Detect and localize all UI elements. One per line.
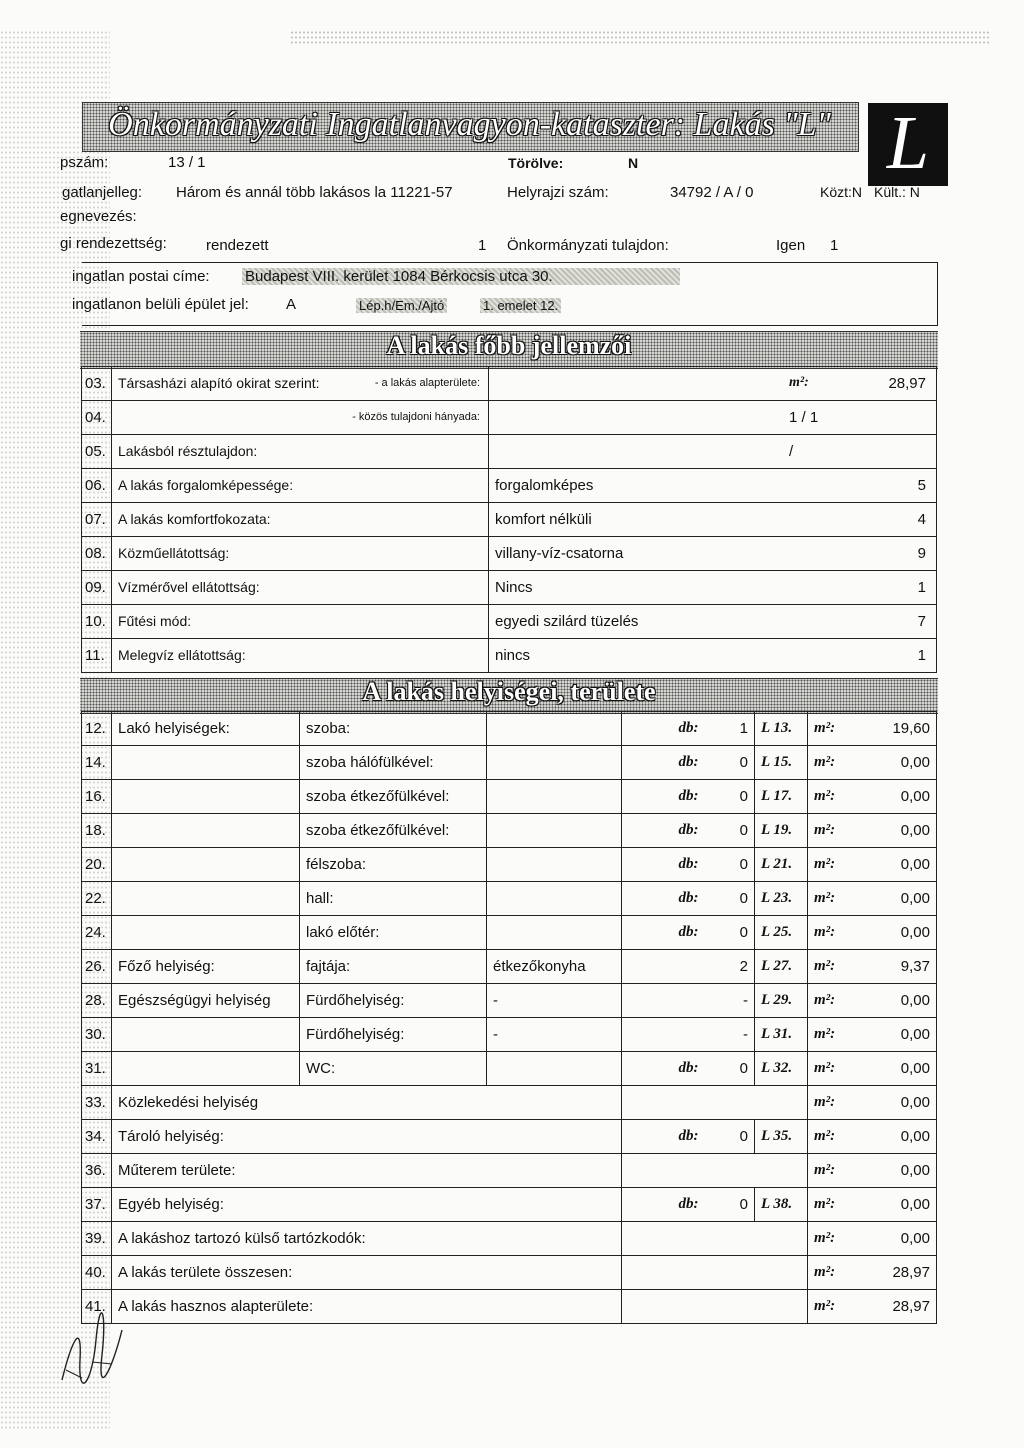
- row-value-text: 28,97: [888, 375, 926, 392]
- row-label-text: Melegvíz ellátottság:: [118, 647, 246, 663]
- row-code: 9: [917, 545, 926, 562]
- torolve-value: N: [628, 155, 639, 171]
- room-type: -: [487, 1018, 622, 1052]
- summary-empty: [622, 1256, 808, 1290]
- area-value: 0,00: [851, 1154, 937, 1188]
- room-name: WC:: [300, 1052, 487, 1086]
- row-number: 22.: [82, 882, 112, 916]
- kozt-value: Közt:N: [820, 184, 863, 200]
- m2-label: m²:: [808, 916, 851, 950]
- row-number: 20.: [82, 848, 112, 882]
- rendezettseg-code: 1: [478, 237, 487, 254]
- area-value: 9,37: [851, 950, 937, 984]
- helyrajzi-value: 34792 / A / 0: [670, 184, 754, 201]
- epulet-value: A: [286, 296, 297, 313]
- room-type-empty: [487, 814, 622, 848]
- m2-label: m²:: [808, 1154, 851, 1188]
- signature: [52, 1300, 132, 1390]
- m2-label: m²:: [808, 1222, 851, 1256]
- lapszam-value: 13 / 1: [168, 154, 206, 171]
- rendezettseg-value: rendezett: [206, 237, 269, 254]
- row-value: [489, 537, 937, 571]
- row-label: [112, 537, 489, 571]
- summary-row: [82, 1086, 937, 1120]
- l-code: L 35.: [755, 1120, 808, 1154]
- summary-label: A lakás hasznos alapterülete:: [112, 1290, 622, 1324]
- db-value: 0: [705, 814, 755, 848]
- summary-label: A lakáshoz tartozó külső tartózkodók:: [112, 1222, 622, 1256]
- row-unit: m²:: [789, 375, 809, 390]
- area-value: 0,00: [851, 1222, 937, 1256]
- summary-label: Egyéb helyiség:: [112, 1188, 622, 1222]
- db-label: db:: [622, 882, 705, 916]
- row-number: 04.: [82, 401, 112, 435]
- l-code: L 32.: [755, 1052, 808, 1086]
- summary-row: [82, 1290, 937, 1324]
- summary-row: [82, 1256, 937, 1290]
- room-category: [112, 1052, 300, 1086]
- db-value: -: [705, 984, 755, 1018]
- m2-label: m²:: [808, 1018, 851, 1052]
- room-type-empty: [487, 712, 622, 746]
- db-value: -: [705, 1018, 755, 1052]
- db-label: db:: [622, 712, 705, 746]
- row-label-text: Vízmérővel ellátottság:: [118, 579, 260, 595]
- summary-empty: [622, 1290, 808, 1324]
- area-value: 0,00: [851, 1086, 937, 1120]
- row-number: 36.: [82, 1154, 112, 1188]
- epulet-label: ingatlanon belüli épület jel:: [72, 296, 249, 313]
- l-code: L 13.: [755, 712, 808, 746]
- room-category: Főző helyiség:: [112, 950, 300, 984]
- row-number: 26.: [82, 950, 112, 984]
- lapszam-label: pszám:: [60, 154, 109, 171]
- db-value: 0: [705, 882, 755, 916]
- row-number: 12.: [82, 712, 112, 746]
- row-code: 1: [917, 647, 926, 664]
- row-label: [112, 401, 489, 435]
- lep-value: 1. emelet 12.: [480, 298, 561, 313]
- db-value: 0: [705, 1120, 755, 1154]
- l-code: L 23.: [755, 882, 808, 916]
- db-label: db:: [622, 1188, 705, 1222]
- room-type-empty: [487, 780, 622, 814]
- tulajdon-code: 1: [830, 237, 839, 254]
- db-value: 1: [705, 712, 755, 746]
- m2-label: m²:: [808, 848, 851, 882]
- row-number: 24.: [82, 916, 112, 950]
- area-value: 28,97: [851, 1290, 937, 1324]
- area-value: 0,00: [851, 1052, 937, 1086]
- area-value: 19,60: [851, 712, 937, 746]
- row-label: [112, 605, 489, 639]
- row-code: 7: [917, 613, 926, 630]
- row-number: 03.: [82, 367, 112, 401]
- rooms-table: [81, 711, 937, 1324]
- row-value-text: komfort nélküli: [495, 511, 592, 528]
- row-number: 33.: [82, 1086, 112, 1120]
- room-category: [112, 746, 300, 780]
- db-value: 0: [705, 1052, 755, 1086]
- row-value: [489, 605, 937, 639]
- l-code: L 38.: [755, 1188, 808, 1222]
- area-value: 0,00: [851, 848, 937, 882]
- room-category: Lakó helyiségek:: [112, 712, 300, 746]
- characteristic-row: [82, 367, 937, 401]
- l-code: L 19.: [755, 814, 808, 848]
- room-type-empty: [487, 882, 622, 916]
- row-number: 28.: [82, 984, 112, 1018]
- row-number: 08.: [82, 537, 112, 571]
- row-label-text: Társasházi alapító okirat szerint:: [118, 375, 320, 391]
- m2-label: m²:: [808, 984, 851, 1018]
- m2-label: m²:: [808, 1256, 851, 1290]
- row-number: 31.: [82, 1052, 112, 1086]
- row-value-text: 1 / 1: [789, 409, 819, 426]
- room-row: [82, 814, 937, 848]
- room-row: [82, 950, 937, 984]
- summary-empty: [622, 1222, 808, 1256]
- jelleg-label: gatlanjelleg:: [62, 184, 143, 201]
- room-row: [82, 848, 937, 882]
- room-name: fajtája:: [300, 950, 487, 984]
- row-label-text: Fűtési mód:: [118, 613, 192, 629]
- row-value-text: /: [789, 443, 794, 460]
- row-label: [112, 367, 489, 401]
- room-type-empty: [487, 746, 622, 780]
- db-value: 0: [705, 1188, 755, 1222]
- room-category: [112, 1018, 300, 1052]
- room-name: szoba étkezőfülkével:: [300, 814, 487, 848]
- room-name: félszoba:: [300, 848, 487, 882]
- room-name: lakó előtér:: [300, 916, 487, 950]
- room-row: [82, 984, 937, 1018]
- category-badge-letter: L: [886, 101, 930, 185]
- room-row: [82, 780, 937, 814]
- row-label-text: A lakás komfortfokozata:: [118, 511, 271, 527]
- row-number: 11.: [82, 639, 112, 673]
- row-number: 10.: [82, 605, 112, 639]
- jelleg-value: Három és annál több lakásos la 11221-57: [176, 184, 453, 201]
- row-value-text: egyedi szilárd tüzelés: [495, 613, 639, 630]
- db-label: [622, 1018, 705, 1052]
- summary-empty: [622, 1086, 808, 1120]
- room-name: hall:: [300, 882, 487, 916]
- section2-title: A lakás helyiségei, területe: [362, 677, 656, 706]
- room-category: [112, 814, 300, 848]
- db-value: 0: [705, 848, 755, 882]
- row-label: [112, 435, 489, 469]
- row-value: [489, 469, 937, 503]
- row-label: [112, 503, 489, 537]
- summary-empty: [622, 1154, 808, 1188]
- room-type: -: [487, 984, 622, 1018]
- db-label: db:: [622, 1120, 705, 1154]
- row-number: 05.: [82, 435, 112, 469]
- row-value: [489, 435, 937, 469]
- characteristic-row: [82, 469, 937, 503]
- area-value: 0,00: [851, 1018, 937, 1052]
- summary-label: Tároló helyiség:: [112, 1120, 622, 1154]
- row-sublabel: - a lakás alapterülete:: [374, 377, 480, 389]
- characteristic-row: [82, 537, 937, 571]
- room-row: [82, 882, 937, 916]
- db-label: [622, 950, 705, 984]
- summary-label: Közlekedési helyiség: [112, 1086, 622, 1120]
- room-category: Egészségügyi helyiség: [112, 984, 300, 1018]
- row-number: 18.: [82, 814, 112, 848]
- row-number: 40.: [82, 1256, 112, 1290]
- db-label: db:: [622, 916, 705, 950]
- summary-row: [82, 1120, 937, 1154]
- area-value: 0,00: [851, 1188, 937, 1222]
- row-number: 34.: [82, 1120, 112, 1154]
- summary-row: [82, 1188, 937, 1222]
- row-value: [489, 571, 937, 605]
- row-value: [489, 503, 937, 537]
- summary-row: [82, 1222, 937, 1256]
- m2-label: m²:: [808, 1086, 851, 1120]
- db-value: 0: [705, 780, 755, 814]
- row-number: 39.: [82, 1222, 112, 1256]
- characteristic-row: [82, 503, 937, 537]
- room-type-empty: [487, 1052, 622, 1086]
- m2-label: m²:: [808, 1290, 851, 1324]
- tulajdon-value: Igen: [776, 237, 806, 254]
- row-value-text: nincs: [495, 647, 531, 664]
- db-label: [622, 984, 705, 1018]
- row-number: 30.: [82, 1018, 112, 1052]
- m2-label: m²:: [808, 746, 851, 780]
- scan-top-edge: [290, 30, 990, 44]
- row-value: [489, 639, 937, 673]
- characteristic-row: [82, 605, 937, 639]
- l-code: L 17.: [755, 780, 808, 814]
- characteristic-row: [82, 571, 937, 605]
- room-category: [112, 916, 300, 950]
- l-code: L 21.: [755, 848, 808, 882]
- row-label: [112, 639, 489, 673]
- db-value: 2: [705, 950, 755, 984]
- summary-label: Műterem területe:: [112, 1154, 622, 1188]
- cim-value: Budapest VIII. kerület 1084 Bérkocsis utca 30.: [242, 268, 680, 285]
- room-row: [82, 916, 937, 950]
- room-name: szoba étkezőfülkével:: [300, 780, 487, 814]
- kult-value: Kült.: N: [874, 184, 920, 200]
- db-value: 0: [705, 916, 755, 950]
- row-code: 1: [917, 579, 926, 596]
- row-number: 14.: [82, 746, 112, 780]
- characteristics-table: [81, 366, 937, 673]
- room-row: [82, 712, 937, 746]
- l-code: L 15.: [755, 746, 808, 780]
- characteristic-row: [82, 639, 937, 673]
- area-value: 0,00: [851, 1120, 937, 1154]
- room-type-empty: [487, 848, 622, 882]
- tulajdon-label: Önkormányzati tulajdon:: [507, 237, 669, 254]
- room-row: [82, 1052, 937, 1086]
- row-code: 5: [917, 477, 926, 494]
- row-code: 4: [917, 511, 926, 528]
- characteristic-row: [82, 435, 937, 469]
- row-value-text: villany-víz-csatorna: [495, 545, 624, 562]
- m2-label: m²:: [808, 1120, 851, 1154]
- area-value: 0,00: [851, 984, 937, 1018]
- room-type: étkezőkonyha: [487, 950, 622, 984]
- rendezettseg-label: gi rendezettség:: [60, 235, 167, 252]
- db-label: db:: [622, 746, 705, 780]
- row-number: 07.: [82, 503, 112, 537]
- cim-label: ingatlan postai címe:: [72, 268, 210, 285]
- db-label: db:: [622, 780, 705, 814]
- l-code: L 25.: [755, 916, 808, 950]
- row-sublabel: - közös tulajdoni hányada:: [352, 411, 480, 423]
- area-value: 0,00: [851, 746, 937, 780]
- area-value: 0,00: [851, 882, 937, 916]
- area-value: 0,00: [851, 780, 937, 814]
- room-name: Fürdőhelyiség:: [300, 1018, 487, 1052]
- page-title: Önkormányzati Ingatlanvagyon-kataszter: Lakás "L": [108, 106, 831, 143]
- summary-label: A lakás területe összesen:: [112, 1256, 622, 1290]
- db-value: 0: [705, 746, 755, 780]
- l-code: L 29.: [755, 984, 808, 1018]
- room-row: [82, 1018, 937, 1052]
- row-number: 09.: [82, 571, 112, 605]
- l-code: L 31.: [755, 1018, 808, 1052]
- m2-label: m²:: [808, 1052, 851, 1086]
- area-value: 0,00: [851, 814, 937, 848]
- row-label-text: Közműellátottság:: [118, 545, 230, 561]
- torolve-label: Törölve:: [508, 155, 564, 171]
- lep-label: Lép.h/Em./Ajtó: [356, 298, 447, 313]
- megnevezes-label: egnevezés:: [60, 208, 137, 225]
- room-name: szoba:: [300, 712, 487, 746]
- summary-row: [82, 1154, 937, 1188]
- row-label: [112, 571, 489, 605]
- room-category: [112, 848, 300, 882]
- m2-label: m²:: [808, 712, 851, 746]
- row-value-text: Nincs: [495, 579, 533, 596]
- row-label-text: A lakás forgalomképessége:: [118, 477, 294, 493]
- room-type-empty: [487, 916, 622, 950]
- db-label: db:: [622, 1052, 705, 1086]
- room-name: Fürdőhelyiség:: [300, 984, 487, 1018]
- room-row: [82, 746, 937, 780]
- m2-label: m²:: [808, 950, 851, 984]
- row-value: [489, 401, 937, 435]
- row-value: [489, 367, 937, 401]
- m2-label: m²:: [808, 814, 851, 848]
- area-value: 28,97: [851, 1256, 937, 1290]
- row-value-text: forgalomképes: [495, 477, 594, 494]
- area-value: 0,00: [851, 916, 937, 950]
- row-label: [112, 469, 489, 503]
- m2-label: m²:: [808, 1188, 851, 1222]
- m2-label: m²:: [808, 882, 851, 916]
- db-label: db:: [622, 848, 705, 882]
- row-number: 06.: [82, 469, 112, 503]
- row-number: 37.: [82, 1188, 112, 1222]
- characteristic-row: [82, 401, 937, 435]
- room-category: [112, 882, 300, 916]
- m2-label: m²:: [808, 780, 851, 814]
- room-category: [112, 780, 300, 814]
- helyrajzi-label: Helyrajzi szám:: [507, 184, 609, 201]
- l-code: L 27.: [755, 950, 808, 984]
- room-name: szoba hálófülkével:: [300, 746, 487, 780]
- row-number: 16.: [82, 780, 112, 814]
- section1-title: A lakás főbb jellemzői: [386, 331, 632, 360]
- row-label-text: Lakásból résztulajdon:: [118, 443, 258, 459]
- row-number: 41.: [82, 1290, 112, 1324]
- db-label: db:: [622, 814, 705, 848]
